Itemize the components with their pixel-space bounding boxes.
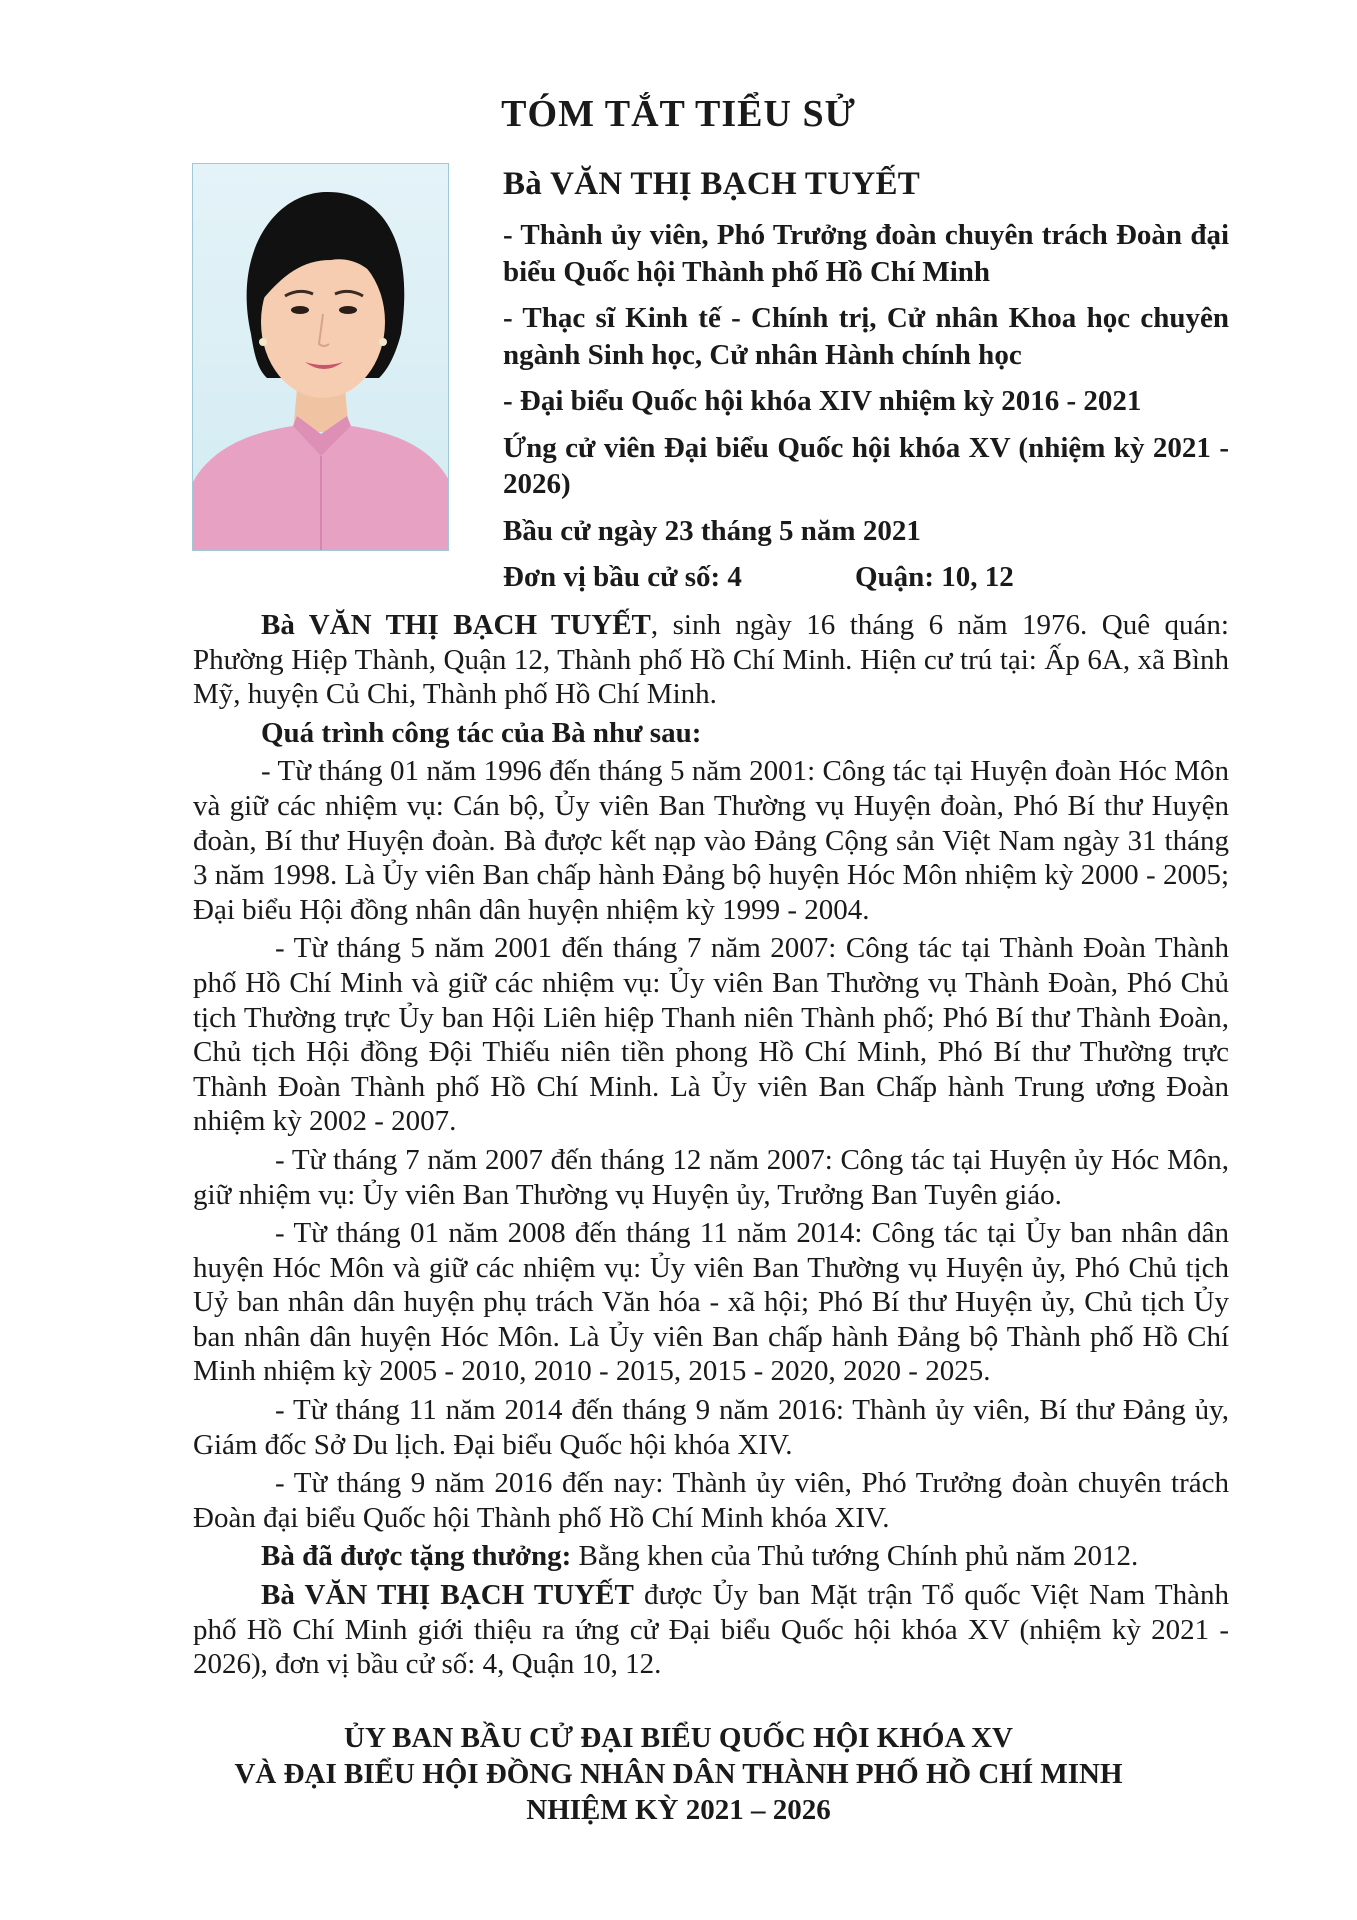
candidate-name: Bà VĂN THỊ BẠCH TUYẾT	[503, 166, 921, 202]
election-date-line: Bầu cử ngày 23 tháng 5 năm 2021	[503, 514, 921, 547]
page-title: TÓM TẮT TIỂU SỬ	[501, 93, 856, 135]
career-paragraph: - Từ tháng 01 năm 1996 đến tháng 5 năm 2001: Công tác tại Huyện đoàn Hóc Môn và giữ các nhiệm vụ: Cán bộ, Ủy viên Ban Thường vụ Huyện đoàn, Phó Bí thư Huyện đoàn, Bí thư Huyện đoàn. Bà được kết nạp vào Đảng Cộng sản Việt Nam ngày 31 tháng 3 năm 1998. Là Ủy viên Ban chấp hành Đảng bộ huyện Hóc Môn nhiệm kỳ 2000 - 2005; Đại biểu Hội đồng nhân dân huyện nhiệm kỳ 1999 - 2004.	[193, 755, 1229, 926]
position-line: - Thành ủy viên, Phó Trưởng đoàn chuyên trách Đoàn đại biểu Quốc hội Thành phố Hồ Chí Minh	[503, 219, 1229, 288]
career-paragraph: - Từ tháng 11 năm 2014 đến tháng 9 năm 2016: Thành ủy viên, Bí thư Đảng ủy, Giám đốc Sở Du lịch. Đại biểu Quốc hội khóa XIV.	[193, 1394, 1229, 1461]
portrait-illustration	[193, 164, 449, 551]
biography-body	[193, 608, 1229, 1686]
award-label: Bà đã được tặng thưởng:	[261, 1540, 572, 1573]
career-paragraph: - Từ tháng 7 năm 2007 đến tháng 12 năm 2007: Công tác tại Huyện ủy Hóc Môn, giữ nhiệm vụ: Ủy viên Ban Thường vụ Huyện ủy, Trưởng Ban Tuyên giáo.	[193, 1143, 1229, 1211]
award-paragraph	[193, 1539, 1229, 1574]
electoral-unit: Đơn vị bầu cử số: 4	[503, 561, 742, 593]
portrait-photo	[192, 163, 449, 551]
candidate-header	[503, 166, 1229, 595]
closing-name: Bà VĂN THỊ BẠCH TUYẾT	[261, 1579, 634, 1612]
electoral-unit-line	[503, 559, 1229, 595]
career-paragraph: - Từ tháng 5 năm 2001 đến tháng 7 năm 2007: Công tác tại Thành Đoàn Thành phố Hồ Chí Minh và giữ các nhiệm vụ: Ủy viên Ban Thường vụ Thành Đoàn, Phó Chủ tịch Thường trực Ủy ban Hội Liên hiệp Thanh niên Thành phố; Phó Bí thư Thành Đoàn, Chủ tịch Hội đồng Đội Thiếu niên tiền phong Hồ Chí Minh, Phó Bí thư Thường trực Thành Đoàn Thành phố Hồ Chí Minh. Là Ủy viên Ban Chấp hành Trung ương Đoàn nhiệm kỳ 2002 - 2007.	[193, 932, 1229, 1138]
career-paragraph: - Từ tháng 9 năm 2016 đến nay: Thành ủy viên, Phó Trưởng đoàn chuyên trách Đoàn đại biểu Quốc hội Thành phố Hồ Chí Minh khóa XIV.	[193, 1467, 1229, 1534]
footer-line: NHIỆM KỲ 2021 – 2026	[526, 1794, 831, 1826]
intro-name: Bà VĂN THỊ BẠCH TUYẾT	[261, 609, 651, 641]
footer-line: VÀ ĐẠI BIỂU HỘI ĐỒNG NHÂN DÂN THÀNH PHỐ HỒ CHÍ MINH	[234, 1758, 1123, 1790]
career-paragraph: - Từ tháng 01 năm 2008 đến tháng 11 năm 2014: Công tác tại Ủy ban nhân dân huyện Hóc Môn và giữ các nhiệm vụ: Ủy viên Ban Thường vụ Huyện ủy, Phó Chủ tịch Uỷ ban nhân dân huyện phụ trách Văn hóa - xã hội; Phó Bí thư Huyện ủy, Chủ tịch Ủy ban nhân dân huyện Hóc Môn. Là Ủy viên Ban chấp hành Đảng bộ Thành phố Hồ Chí Minh nhiệm kỳ 2005 - 2010, 2010 - 2015, 2015 - 2020, 2020 - 2025.	[193, 1217, 1229, 1388]
career-heading: Quá trình công tác của Bà như sau:	[261, 716, 702, 749]
issuing-committee	[0, 1720, 1357, 1828]
award-text: Bằng khen của Thủ tướng Chính phủ năm 2012.	[571, 1540, 1139, 1573]
delegate-line: - Đại biểu Quốc hội khóa XIV nhiệm kỳ 2016 - 2021	[503, 385, 1142, 417]
closing-text: được Ủy ban Mặt trận Tổ quốc Việt Nam Thành phố Hồ Chí Minh giới thiệu ra ứng cử Đại biểu Quốc hội khóa XV (nhiệm kỳ 2021 - 2026), đơn vị bầu cử số: 4, Quận 10, 12.	[193, 1579, 1229, 1681]
footer-line: ỦY BAN BẦU CỬ ĐẠI BIỂU QUỐC HỘI KHÓA XV	[344, 1722, 1013, 1754]
education-line: - Thạc sĩ Kinh tế - Chính trị, Cử nhân Khoa học chuyên ngành Sinh học, Cử nhân Hành chính học	[503, 302, 1229, 371]
closing-paragraph	[193, 1578, 1229, 1682]
districts: Quận: 10, 12	[855, 561, 1014, 593]
candidacy-line: Ứng cử viên Đại biểu Quốc hội khóa XV (nhiệm kỳ 2021 - 2026)	[503, 431, 1229, 500]
intro-text: , sinh ngày 16 tháng 6 năm 1976. Quê quán: Phường Hiệp Thành, Quận 12, Thành phố Hồ Chí Minh. Hiện cư trú tại: Ấp 6A, xã Bình Mỹ, huyện Củ Chi, Thành phố Hồ Chí Minh.	[193, 609, 1229, 711]
intro-paragraph	[193, 608, 1229, 712]
